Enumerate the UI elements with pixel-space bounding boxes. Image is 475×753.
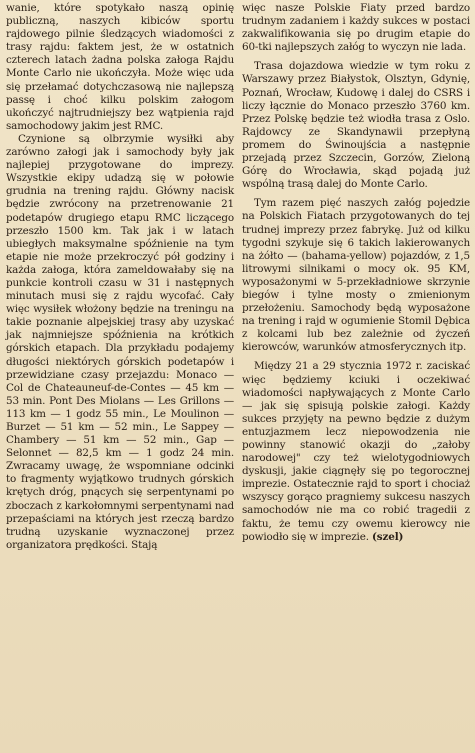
paragraph: Tym razem pięć naszych załóg pojedzie na Polskich Fiatach przygotowanych do tej trudnej imprezy przez fabrykę. Już od kilku tygodni szykuje się 6 takich lakierowanych na żółto — (bahama-yellow) pojazdów, z 1,5 litrowymi silnikami o mocy ok. 95 KM, wyposażonymi w 5-przekładniowe skrzynie biegów i tylne mosty o zmienionym przełożeniu. Samochody będą wyposażone na trening i rajd w ogumienie Stomil Dębica z kolcami lub bez zależnie od życzeń kierowców, warunków atmosferycznych itp.	[242, 197, 470, 354]
paragraph: Czynione są olbrzymie wysiłki aby zarówno załogi jak i samochody były jak najlepiej przygotowane do imprezy. Wszystkie ekipy udadzą się w połowie grudnia na trening rajdu. Główny nacisk będzie zwrócony na przetrenowanie 21 podetapów drugiego etapu RMC liczącego przeszło 1500 km. Tak jak i w latach ubiegłych maksymalne spóźnienie na tym etapie nie może przekroczyć pół godziny i każda załoga, która zameldowałaby się na punkcie kontroli czasu w 31 i następnych minutach musi się z rajdu wycofać. Cały więc wysiłek włożony będzie na treningu na takie poznanie alpejskiej trasy aby uzyskać jak najmniejsze spóźnienia na krótkich górskich etapach. Dla przykładu podajemy długości niektórych górskich podetapów i przewidziane czasy przejazdu: Monaco — Col de Chateauneuf-de-Contes — 45 km — 53 min. Pont Des Miolans — Les Grillons — 113 km — 1 godz 55 min., Le Moulinon — Burzet — 51 km — 52 min., Le Sappey — Chambery — 51 km — 52 min., Gap — Selonnet — 82,5 km — 1 godz 24 min. Zwracamy uwagę, że wspomniane odcinki to fragmenty wyjątkowo trudnych górskich krętych dróg, pnących się serpentynami po zboczach z karkołomnymi serpentynami nad przepaściami na których jest rzeczą bardzo trudną uzyskanie wyznaczonej przez organizatora prędkości. Stają	[6, 132, 234, 551]
paragraph-text: Między 21 a 29 stycznia 1972 r. zaciskać więc będziemy kciuki i oczekiwać wiadomości napływających z Monte Carlo — jak się spisują polskie załogi. Każdy sukces przyjęty na pewno będzie z dużym entuzjazmem lecz niepowodzenia nie powinny stanowić okazji do „załoby narodowej" czy też wielotygodniowych dyskusji, jakie ciągnęły się po tegorocznej imprezie. Ostatecznie rajd to sport i chociaż wszyscy gorąco pragniemy sukcesu naszych samochodów nie ma co robić tragedii z faktu, że temu czy owemu kierowcy nie powiodło się w imprezie.	[242, 360, 470, 543]
paragraph: więc nasze Polskie Fiaty przed bardzo trudnym zadaniem i każdy sukces w postaci zakwalifikowania się po drugim etapie do 60-tki najlepszych załóg to wyczyn nie lada.	[242, 2, 470, 54]
paragraph: wanie, które spotykało naszą opinię publiczną, naszych kibiców sportu rajdowego pilnie śledzących wiadomości z trasy rajdu: faktem jest, że w ostatnich czterech latach żadna polska załoga Rajdu Monte Carlo nie ukończyła. Może więc uda się przełamać dotychczasową nie najlepszą passę i choć kilku polskim załogom ukończyć najtrudniejszy bez wątpienia rajd samochodowy jakim jest RMC.	[6, 2, 234, 132]
author-signature: (szel)	[372, 530, 404, 543]
left-column	[6, 2, 234, 552]
paragraph: Trasa dojazdowa wiedzie w tym roku z Warszawy przez Białystok, Olsztyn, Gdynię, Poznań, Wrocław, Kudowę i dalej do CSRS i liczy łącznie do Monaco przeszło 3760 km. Przez Polskę będzie też wiodła trasa z Oslo. Rajdowcy ze Skandynawii przepłyną promem do Świnoujścia a następnie przejadą przez Szczecin, Gorzów, Zieloną Górę do Wrocławia, skąd pojadą już wspólną trasą dalej do Monte Carlo.	[242, 60, 470, 191]
paragraph	[242, 360, 470, 543]
right-column	[242, 2, 470, 544]
